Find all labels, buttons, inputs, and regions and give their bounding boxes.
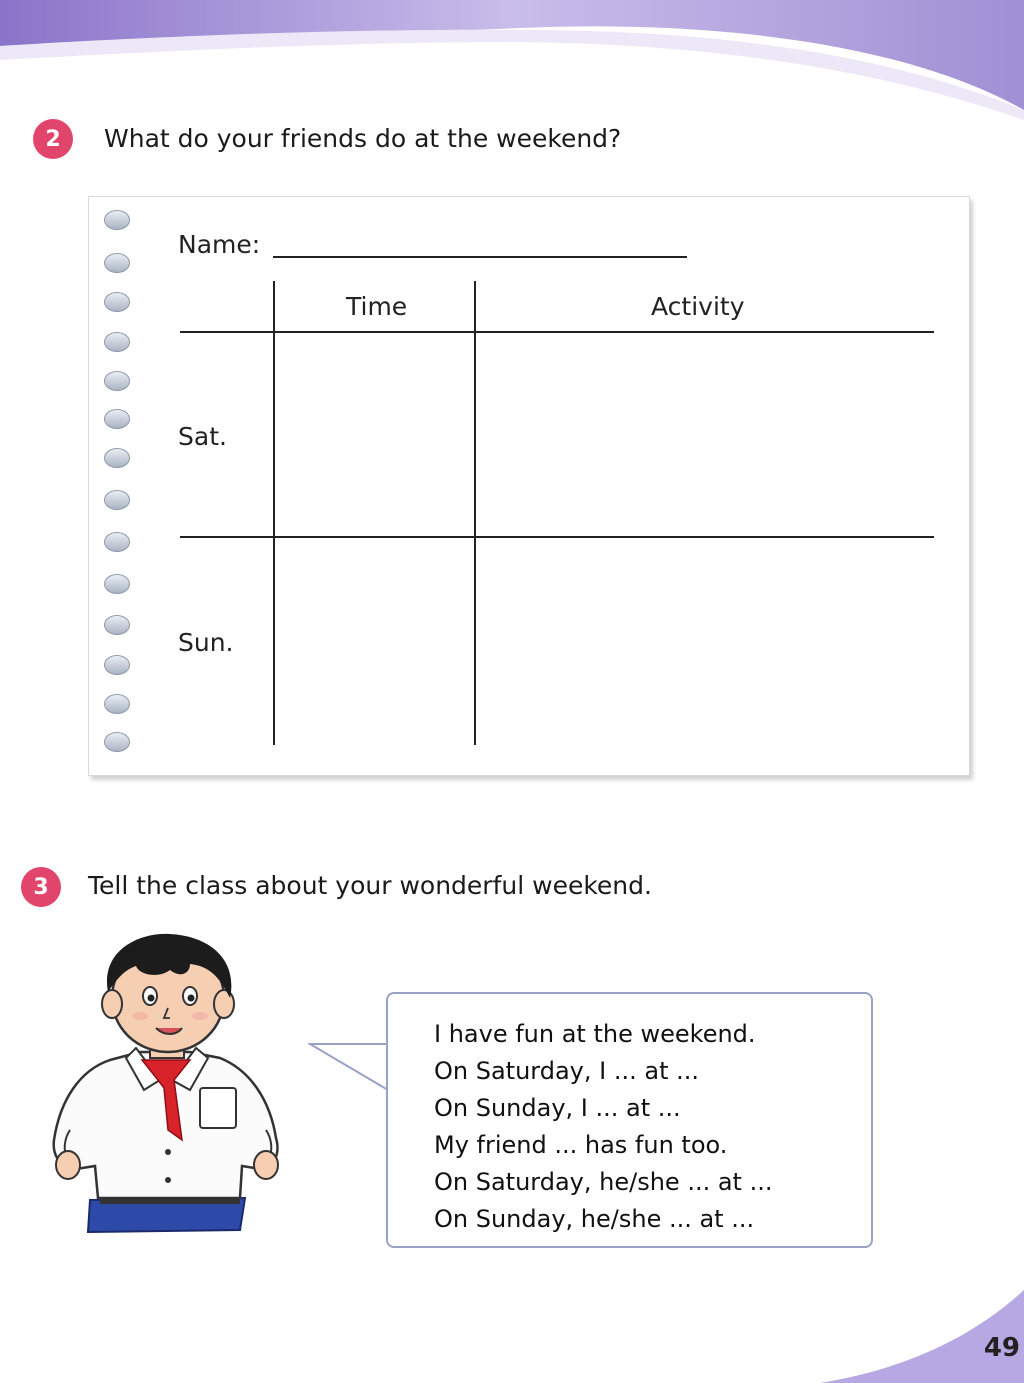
speech-bubble-tail: [308, 1036, 390, 1096]
footer-swoosh: [820, 1280, 1024, 1383]
row-label-saturday: Sat.: [178, 422, 227, 451]
exercise-3-instruction: Tell the class about your wonderful weekend.: [88, 871, 652, 900]
column-header-activity: Activity: [651, 292, 745, 321]
survey-notebook: [88, 196, 970, 776]
spiral-ring: [104, 655, 130, 675]
header-swoosh: [0, 0, 1024, 140]
spiral-ring: [104, 292, 130, 312]
table-column-line-1: [273, 281, 275, 745]
spiral-ring: [104, 371, 130, 391]
spiral-ring: [104, 490, 130, 510]
spiral-ring: [104, 532, 130, 552]
speech-line: I have fun at the weekend.: [434, 1020, 756, 1048]
speech-text: [434, 1016, 772, 1238]
page-number: 49: [983, 1333, 1020, 1363]
speech-line: On Saturday, I ... at ...: [434, 1057, 699, 1085]
row-label-sunday: Sun.: [178, 628, 234, 657]
name-blank[interactable]: [273, 256, 687, 258]
spiral-ring: [104, 210, 130, 230]
spiral-ring: [104, 448, 130, 468]
spiral-ring: [104, 574, 130, 594]
exercise-2-instruction: What do your friends do at the weekend?: [104, 124, 622, 153]
table-column-line-2: [474, 281, 476, 745]
speech-bubble: [386, 992, 873, 1248]
speech-line: My friend ... has fun too.: [434, 1131, 728, 1159]
spiral-ring: [104, 732, 130, 752]
spiral-ring: [104, 409, 130, 429]
spiral-ring: [104, 253, 130, 273]
exercise-2-badge: 2: [33, 119, 73, 159]
spiral-ring: [104, 332, 130, 352]
spiral-ring: [104, 615, 130, 635]
table-divider-row: [180, 536, 934, 538]
speech-line: On Saturday, he/she ... at ...: [434, 1168, 773, 1196]
column-header-time: Time: [346, 292, 408, 321]
table-divider-header: [180, 331, 934, 333]
speech-line: On Sunday, I ... at ...: [434, 1094, 681, 1122]
speech-line: On Sunday, he/she ... at ...: [434, 1205, 755, 1233]
boy-illustration: [40, 930, 290, 1240]
spiral-ring: [104, 694, 130, 714]
name-label: Name:: [178, 230, 261, 259]
exercise-3-badge: 3: [21, 867, 61, 907]
